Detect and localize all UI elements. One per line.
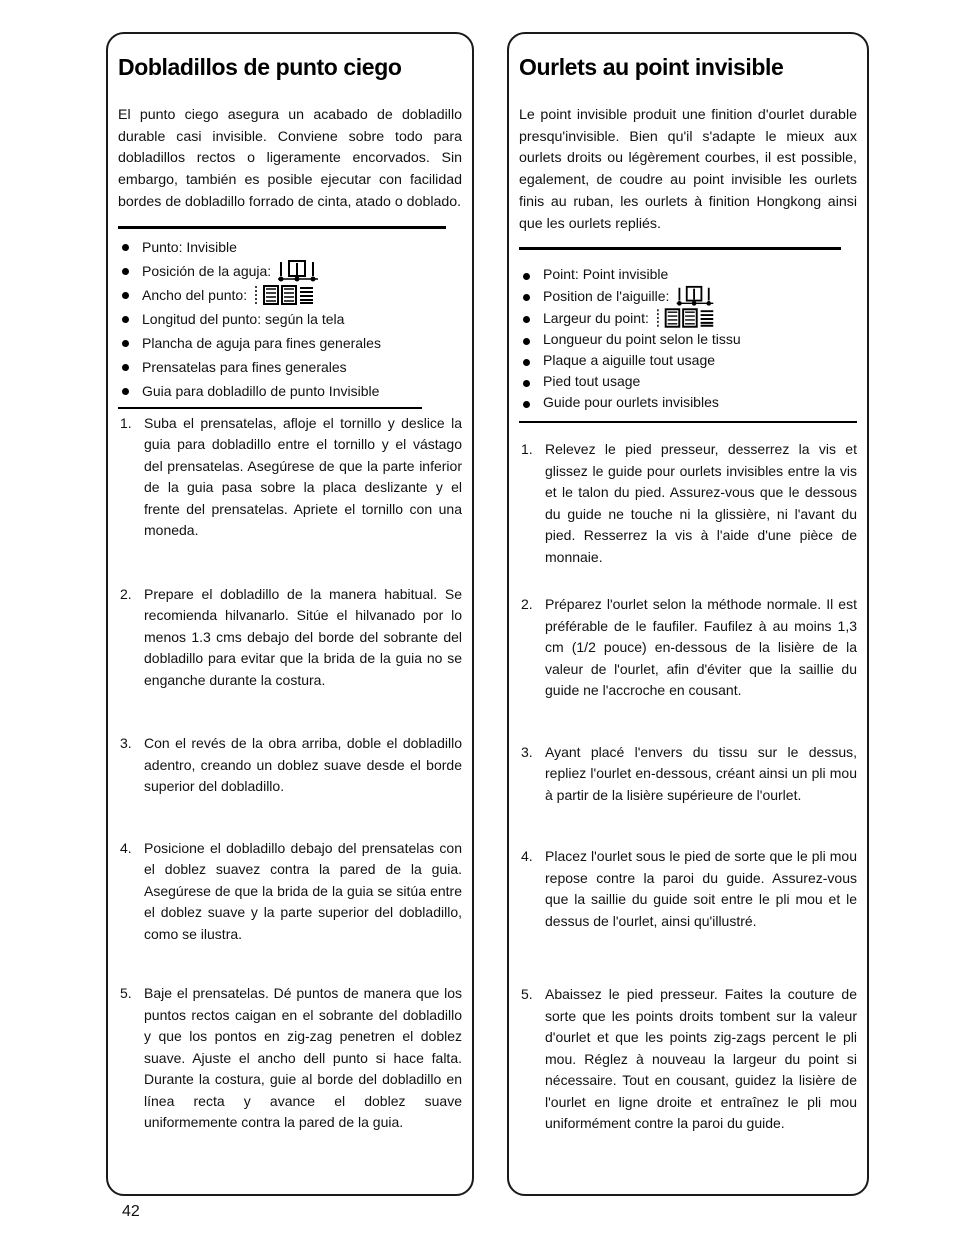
es-step-1: 1. Suba el prensatelas, afloje el tornillo y deslice la guia para dobladillo entre el tornillo y el vástago del prensatelas. Asegúrese de que la parte inferior de la guia pasa sobre la placa deslizante y el frente del prensatelas. Apriete el tornillo con una moneda. — [120, 414, 462, 539]
fr-spec-presser-foot: Pied tout usage — [519, 371, 857, 392]
fr-spec-needle-position: Position de l'aiguille: — [519, 285, 857, 307]
needle-position-icon — [675, 285, 715, 307]
es-step-3: 3. Con el revés de la obra arriba, doble el dobladillo adentro, creando un doblez suave desde el borde superior del dobladillo. — [120, 735, 462, 795]
es-spec-needle-position: Posición de la aguja: — [118, 259, 462, 283]
es-spec-stitch-width: Ancho del punto: — [118, 283, 462, 307]
es-divider — [118, 226, 446, 229]
fr-intro: Le point invisible produit une finition d'ourlet durable presqu'invisible. Bien qu'il s'adapte le mieux aux ourlets droits ou légèrement courbes, il est possible, egalement, de coudre au point invisible les ourlets finis au ruban, les ourlets à finition Hongkong ainsi que les ourlets repliés. — [519, 107, 857, 232]
french-column — [507, 32, 869, 1196]
spanish-column — [106, 32, 474, 1196]
fr-spec-hem-guide: Guide pour ourlets invisibles — [519, 392, 857, 413]
es-intro: El punto ciego asegura un acabado de dobladillo durable casi invisible. Conviene sobre todo para dobladillos rectos o ligeramente encorvados. Sin embargo, también es posible ejecutar con facilidad bordes de dobladillo forrado de cinta, atado o doblado. — [118, 107, 462, 210]
es-title: Dobladillos de punto ciego — [118, 54, 402, 80]
es-steps — [118, 413, 462, 1134]
es-spec-list — [118, 235, 462, 403]
fr-step-5: 5. Abaissez le pied presseur. Faites la couture de sorte que les points droits tombent sur la valeur d'ourlet et que les points zig-zags percent le pli mou. Réglez à nouveau la largeur du point si nécessaire. Tout en cousant, guidez la lisière de l'ourlet en ligne droite et entraînez le pli mou uniformément contre la paroi du guide. — [521, 986, 857, 1132]
es-spec-hem-guide: Guia para dobladillo de punto Invisible — [118, 379, 462, 403]
fr-divider-2 — [519, 421, 857, 423]
stitch-width-icon — [655, 307, 721, 329]
es-step-5: 5. Baje el prensatelas. Dé puntos de manera que los puntos rectos caigan en el sobrante del dobladillo y que los pontos en zig-zag penetren el doblez suave. Ajuste el ancho dell punto si hace falta. Durante la costura, guie al borde del dobladillo en línea recta y avance el doblez suave uniformemente contra la pared de la guia. — [120, 985, 462, 1131]
stitch-width-icon — [253, 284, 321, 306]
fr-step-1: 1. Relevez le pied presseur, desserrez la vis et glissez le guide pour ourlets invisibles entre la vis et le talon du pied. Assurez-vous que le dessous du guide ne touche ni la glissière, ni l'avant du pied. Resserrez la vis à l'aide d'une pièce de monnaie. — [521, 441, 857, 565]
fr-spec-stitch: Point: Point invisible — [519, 264, 857, 285]
fr-steps — [519, 439, 857, 1135]
es-step-2: 2. Prepare el dobladillo de la manera habitual. Se recomienda hilvanarlo. Sitúe el hilvanado por lo menos 1.3 cms debajo del borde del sobrante del dobladillo para evitar que la brida de la guia no se enganche durante la costura. — [120, 585, 462, 688]
fr-title: Ourlets au point invisible — [519, 54, 784, 80]
page-number: 42 — [122, 1203, 140, 1220]
es-spec-stitch-length: Longitud del punto: según la tela — [118, 307, 462, 331]
es-divider-2 — [118, 407, 422, 409]
fr-step-2: 2. Préparez l'ourlet selon la méthode normale. Il est préférable de le faufiler. Faufilez à au moins 1,3 cm (1/2 pouce) en-dessous de la lisière de la valeur de l'ourlet, afin d'éviter que la saillie du guide ne l'accroche en cousant. — [521, 596, 857, 699]
fr-spec-stitch-length: Longueur du point selon le tissu — [519, 329, 857, 350]
fr-spec-list — [519, 264, 857, 413]
es-spec-needle-plate: Plancha de aguja para fines generales — [118, 331, 462, 355]
fr-spec-needle-plate: Plaque a aiguille tout usage — [519, 350, 857, 371]
needle-position-icon — [277, 259, 319, 283]
es-spec-stitch: Punto: Invisible — [118, 235, 462, 259]
fr-spec-stitch-width: Largeur du point: — [519, 307, 857, 329]
es-spec-presser-foot: Prensatelas para fines generales — [118, 355, 462, 379]
fr-step-3: 3. Ayant placé l'envers du tissu sur le dessus, repliez l'ourlet en-dessous, créant ainsi un pli mou à partir de la lisière supérieure de l'ourlet. — [521, 743, 857, 803]
fr-step-4: 4. Placez l'ourlet sous le pied de sorte que le pli mou repose contre la paroi du guide. Assurez-vous que la saillie du guide soit entre le pli mou et le dessus de l'ourlet, ainsi qu'illustré. — [521, 848, 857, 929]
es-step-4: 4. Posicione el dobladillo debajo del prensatelas con el doblez suavez contra la pared de la guia. Asegúrese de que la brida de la guia se sitúa entre el doblez suave y la parte superior del dobladillo, como se ilustra. — [120, 839, 462, 942]
fr-divider — [519, 247, 841, 250]
